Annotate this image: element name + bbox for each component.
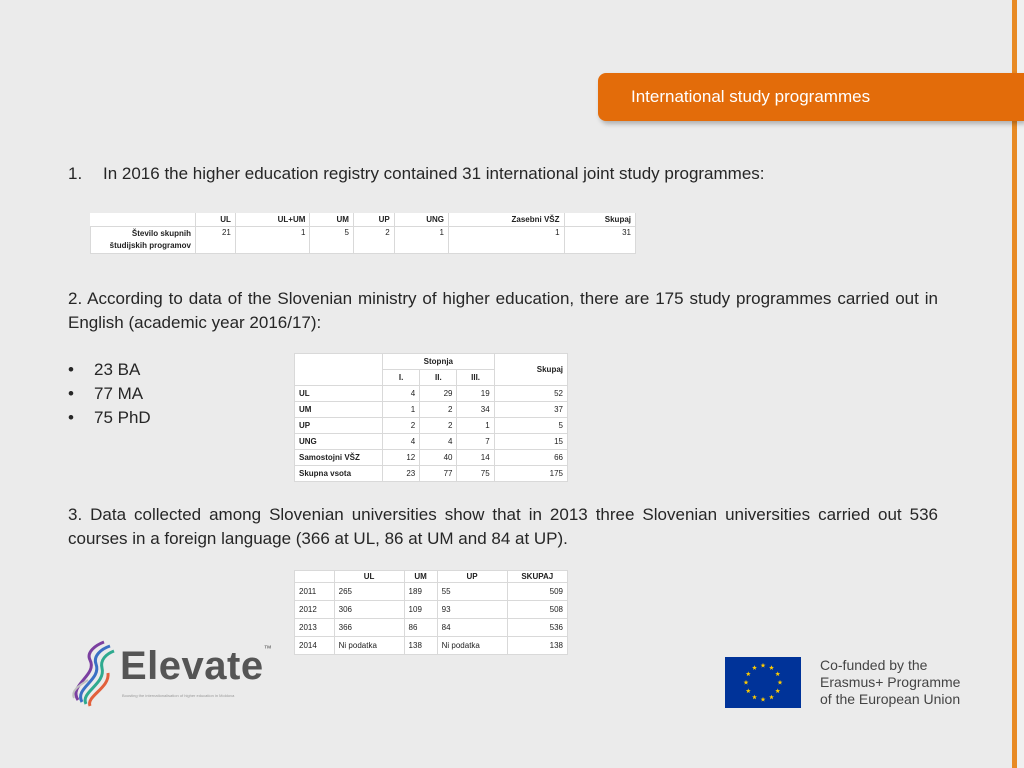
table-header-cell	[295, 571, 335, 583]
table-cell: 189	[404, 583, 437, 601]
elevate-tagline: Boosting the internationalisation of higher education in Moldova	[122, 693, 235, 698]
table-cell: 5	[494, 418, 567, 434]
table-cell: 265	[334, 583, 404, 601]
table-row	[295, 402, 568, 418]
table-cell: 366	[334, 619, 404, 637]
table-cell: Ni podatka	[334, 637, 404, 655]
table-row	[295, 583, 568, 601]
list-item: • 77 MA	[68, 382, 151, 406]
row-label: UL	[295, 386, 383, 402]
table-cell: 31	[564, 226, 635, 253]
table-cell: 5	[310, 226, 353, 253]
section-2-text: 2. According to data of the Slovenian ministry of higher education, there are 175 study programmes carried out in English (academic year 2016/17):	[68, 289, 938, 332]
table-cell: 86	[404, 619, 437, 637]
table-cell: 1	[394, 226, 448, 253]
english-programmes-table	[294, 353, 568, 482]
table-header-cell: Skupaj	[564, 213, 635, 226]
row-label: UP	[295, 418, 383, 434]
table-cell: 75	[457, 466, 494, 482]
eu-cofunded-text	[820, 657, 960, 708]
table-header-cell: UM	[310, 213, 353, 226]
table-cell: 306	[334, 601, 404, 619]
table-cell: 2	[420, 418, 457, 434]
row-label: Skupna vsota	[295, 466, 383, 482]
table-row	[295, 601, 568, 619]
table-header-cell	[295, 354, 383, 386]
table-header-cell	[91, 213, 196, 226]
table-cell: 175	[494, 466, 567, 482]
table-cell: 2013	[295, 619, 335, 637]
section-1-number: 1.	[68, 164, 83, 183]
table-row	[295, 386, 568, 402]
table-cell: 1	[448, 226, 564, 253]
table-cell: 138	[404, 637, 437, 655]
list-item: • 23 BA	[68, 358, 151, 382]
table-cell: 37	[494, 402, 567, 418]
table-cell: 2014	[295, 637, 335, 655]
table-row	[295, 637, 568, 655]
table-cell: 77	[420, 466, 457, 482]
table-header-row	[91, 213, 636, 226]
row-label-line: študijskih programov	[109, 240, 191, 250]
table-header-cell: SKUPAJ	[507, 571, 567, 583]
table-header-cell: UP	[437, 571, 507, 583]
trademark-mark: ™	[263, 644, 273, 653]
table-cell: 29	[420, 386, 457, 402]
elevate-wordmark	[120, 644, 272, 689]
table-row	[295, 619, 568, 637]
table-cell: 2012	[295, 601, 335, 619]
table-header-cell: II.	[420, 370, 457, 386]
elevate-logo	[68, 640, 273, 710]
row-label	[91, 226, 196, 253]
joint-programmes-table	[90, 213, 636, 254]
table-row	[295, 450, 568, 466]
table-cell: 2011	[295, 583, 335, 601]
table-header-cell: Zasebni VŠZ	[448, 213, 564, 226]
table-header-cell: I.	[383, 370, 420, 386]
table-header-cell: UL	[196, 213, 236, 226]
degree-bullet-list	[68, 358, 151, 430]
section-3-text: 3. Data collected among Slovenian universities show that in 2013 three Slovenian universities carried out 536 courses in a foreign language (366 at UL, 86 at UM and 84 at UP).	[68, 505, 938, 548]
table-cell: 52	[494, 386, 567, 402]
table-cell: 2	[353, 226, 394, 253]
table-cell: 14	[457, 450, 494, 466]
table-cell: 21	[196, 226, 236, 253]
table-cell: 508	[507, 601, 567, 619]
table-cell: 7	[457, 434, 494, 450]
table-cell: 2	[420, 402, 457, 418]
table-cell: Ni podatka	[437, 637, 507, 655]
elevate-name: Elevate	[120, 644, 264, 688]
row-label: UM	[295, 402, 383, 418]
table-row	[295, 418, 568, 434]
table-cell: 66	[494, 450, 567, 466]
table-header-cell: UP	[353, 213, 394, 226]
table-header-cell: UL	[334, 571, 404, 583]
slide-title: International study programmes	[598, 73, 1024, 121]
table-header-cell: UM	[404, 571, 437, 583]
eu-text-line: Co-funded by the	[820, 657, 928, 673]
table-cell: 509	[507, 583, 567, 601]
table-cell: 84	[437, 619, 507, 637]
table-cell: 19	[457, 386, 494, 402]
table-cell: 23	[383, 466, 420, 482]
table-cell: 536	[507, 619, 567, 637]
table-header-cell: UNG	[394, 213, 448, 226]
table-header-cell: UL+UM	[235, 213, 310, 226]
eu-text-line: Erasmus+ Programme	[820, 674, 961, 690]
table-row	[91, 226, 636, 253]
table-header-cell: Skupaj	[494, 354, 567, 386]
table-cell: 93	[437, 601, 507, 619]
table-header-row	[295, 571, 568, 583]
table-row	[295, 466, 568, 482]
section-1-body: In 2016 the higher education registry contained 31 international joint study programmes:	[103, 164, 765, 183]
list-item: • 75 PhD	[68, 406, 151, 430]
table-cell: 12	[383, 450, 420, 466]
table-header-row	[295, 354, 568, 370]
table-row	[295, 434, 568, 450]
table-group-header: Stopnja	[383, 354, 495, 370]
table-cell: 15	[494, 434, 567, 450]
table-cell: 34	[457, 402, 494, 418]
table-cell: 4	[383, 434, 420, 450]
row-label: Samostojni VŠZ	[295, 450, 383, 466]
eu-flag-icon	[725, 657, 801, 708]
table-cell: 109	[404, 601, 437, 619]
table-cell: 1	[235, 226, 310, 253]
table-cell: 138	[507, 637, 567, 655]
table-cell: 40	[420, 450, 457, 466]
eu-text-line: of the European Union	[820, 691, 961, 707]
table-header-cell: III.	[457, 370, 494, 386]
elevate-swirl-icon	[68, 640, 118, 710]
table-cell: 1	[457, 418, 494, 434]
row-label-line: Število skupnih	[131, 228, 191, 238]
row-label: UNG	[295, 434, 383, 450]
table-cell: 1	[383, 402, 420, 418]
table-cell: 55	[437, 583, 507, 601]
foreign-language-courses-table	[294, 570, 568, 655]
section-1-text	[68, 162, 938, 186]
table-cell: 2	[383, 418, 420, 434]
table-cell: 4	[420, 434, 457, 450]
table-cell: 4	[383, 386, 420, 402]
